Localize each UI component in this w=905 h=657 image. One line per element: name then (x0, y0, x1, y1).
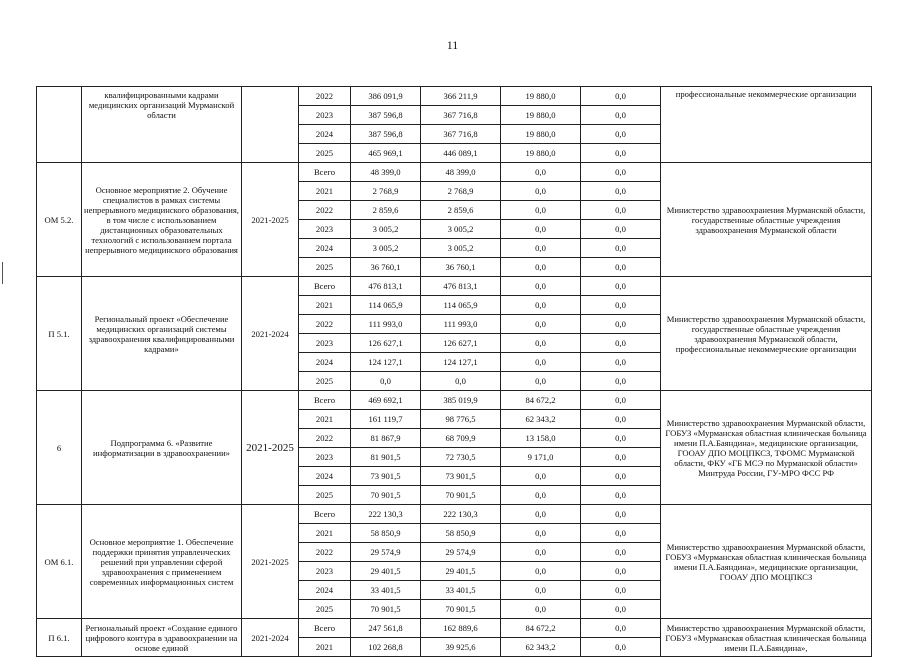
total-cell: 114 065,9 (351, 296, 421, 315)
other-cell: 0,0 (581, 619, 661, 638)
federal-cell: 13 158,0 (501, 429, 581, 448)
table-row (37, 505, 872, 524)
year-cell: 2021 (299, 638, 351, 657)
total-cell: 387 596,8 (351, 125, 421, 144)
item-executor: Министерство здравоохранения Мурманской области, государственные областные учреждения здравоохранения Мурманской области (661, 163, 872, 277)
item-executor: Министерство здравоохранения Мурманской области, ГОБУЗ «Мурманская областная клиническая больница имени П.А.Баяндина», (661, 619, 872, 657)
budget-cell: 385 019,9 (421, 391, 501, 410)
total-cell: 48 399,0 (351, 163, 421, 182)
other-cell: 0,0 (581, 277, 661, 296)
other-cell: 0,0 (581, 562, 661, 581)
budget-cell: 0,0 (421, 372, 501, 391)
total-cell: 247 561,8 (351, 619, 421, 638)
budget-cell: 58 850,9 (421, 524, 501, 543)
other-cell: 0,0 (581, 315, 661, 334)
budget-cell: 367 716,8 (421, 106, 501, 125)
year-cell: 2024 (299, 239, 351, 258)
margin-mark (2, 262, 3, 284)
year-cell: 2022 (299, 315, 351, 334)
federal-cell: 62 343,2 (501, 410, 581, 429)
table-row (37, 87, 872, 106)
total-cell: 102 268,8 (351, 638, 421, 657)
total-cell: 36 760,1 (351, 258, 421, 277)
year-cell: 2024 (299, 353, 351, 372)
item-name: Региональный проект «Обеспечение медицинских организаций системы здравоохранения квалифицированными кадрами» (82, 277, 242, 391)
item-code: ОМ 5.2. (37, 163, 82, 277)
year-cell: 2021 (299, 524, 351, 543)
budget-cell: 48 399,0 (421, 163, 501, 182)
federal-cell: 0,0 (501, 600, 581, 619)
federal-cell: 9 171,0 (501, 448, 581, 467)
federal-cell: 0,0 (501, 258, 581, 277)
federal-cell: 0,0 (501, 220, 581, 239)
year-cell: 2024 (299, 581, 351, 600)
budget-cell: 98 776,5 (421, 410, 501, 429)
federal-cell: 19 880,0 (501, 106, 581, 125)
year-cell: 2024 (299, 467, 351, 486)
year-cell: Всего (299, 391, 351, 410)
year-cell: 2023 (299, 448, 351, 467)
other-cell: 0,0 (581, 505, 661, 524)
year-cell: Всего (299, 277, 351, 296)
federal-cell: 84 672,2 (501, 619, 581, 638)
budget-cell: 70 901,5 (421, 600, 501, 619)
other-cell: 0,0 (581, 429, 661, 448)
page-number: 11 (446, 38, 459, 52)
budget-cell: 33 401,5 (421, 581, 501, 600)
other-cell: 0,0 (581, 581, 661, 600)
budget-cell: 126 627,1 (421, 334, 501, 353)
total-cell: 81 901,5 (351, 448, 421, 467)
budget-cell: 72 730,5 (421, 448, 501, 467)
year-cell: 2023 (299, 334, 351, 353)
total-cell: 3 005,2 (351, 239, 421, 258)
other-cell: 0,0 (581, 353, 661, 372)
budget-cell: 29 401,5 (421, 562, 501, 581)
other-cell: 0,0 (581, 372, 661, 391)
year-cell: 2021 (299, 296, 351, 315)
total-cell: 29 401,5 (351, 562, 421, 581)
federal-cell: 0,0 (501, 486, 581, 505)
other-cell: 0,0 (581, 201, 661, 220)
total-cell: 33 401,5 (351, 581, 421, 600)
budget-cell: 124 127,1 (421, 353, 501, 372)
federal-cell: 0,0 (501, 353, 581, 372)
other-cell: 0,0 (581, 448, 661, 467)
item-code (37, 87, 82, 163)
year-cell: 2025 (299, 372, 351, 391)
budget-cell: 446 089,1 (421, 144, 501, 163)
other-cell: 0,0 (581, 296, 661, 315)
federal-cell: 0,0 (501, 543, 581, 562)
item-executor: Министерство здравоохранения Мурманской области, государственные областные учреждения здравоохранения Мурманской области, профессиональные некоммерческие организации (661, 277, 872, 391)
budget-cell: 39 925,6 (421, 638, 501, 657)
total-cell: 2 768,9 (351, 182, 421, 201)
year-cell: 2022 (299, 201, 351, 220)
other-cell: 0,0 (581, 391, 661, 410)
federal-cell: 0,0 (501, 334, 581, 353)
other-cell: 0,0 (581, 334, 661, 353)
year-cell: 2025 (299, 486, 351, 505)
item-code: П 5.1. (37, 277, 82, 391)
other-cell: 0,0 (581, 87, 661, 106)
item-name: Подпрограмма 6. «Развитие информатизации в здравоохранении» (82, 391, 242, 505)
year-cell: 2023 (299, 106, 351, 125)
total-cell: 124 127,1 (351, 353, 421, 372)
budget-cell: 2 768,9 (421, 182, 501, 201)
federal-cell: 0,0 (501, 315, 581, 334)
year-cell: 2025 (299, 600, 351, 619)
budget-cell: 3 005,2 (421, 239, 501, 258)
federal-cell: 0,0 (501, 239, 581, 258)
item-name: Основное мероприятие 2. Обучение специалистов в рамках системы непрерывного медицинского образования, в том числе с использованием дистанционных образовательных технологий с использованием портала непрерывного медицинского образования (82, 163, 242, 277)
other-cell: 0,0 (581, 410, 661, 429)
federal-cell: 0,0 (501, 562, 581, 581)
federal-cell: 0,0 (501, 524, 581, 543)
year-cell: 2025 (299, 144, 351, 163)
federal-cell: 0,0 (501, 163, 581, 182)
item-period (242, 87, 299, 163)
budget-cell: 29 574,9 (421, 543, 501, 562)
total-cell: 70 901,5 (351, 600, 421, 619)
federal-cell: 0,0 (501, 201, 581, 220)
other-cell: 0,0 (581, 638, 661, 657)
federal-cell: 0,0 (501, 182, 581, 201)
year-cell: 2025 (299, 258, 351, 277)
total-cell: 81 867,9 (351, 429, 421, 448)
federal-cell: 19 880,0 (501, 125, 581, 144)
federal-cell: 19 880,0 (501, 87, 581, 106)
total-cell: 126 627,1 (351, 334, 421, 353)
year-cell: 2023 (299, 562, 351, 581)
year-cell: Всего (299, 505, 351, 524)
year-cell: 2023 (299, 220, 351, 239)
other-cell: 0,0 (581, 220, 661, 239)
year-cell: 2022 (299, 429, 351, 448)
table-row (37, 391, 872, 410)
year-cell: 2022 (299, 87, 351, 106)
budget-cell: 114 065,9 (421, 296, 501, 315)
item-period: 2021-2024 (242, 277, 299, 391)
funding-table-body (37, 87, 872, 657)
item-code: ОМ 6.1. (37, 505, 82, 619)
other-cell: 0,0 (581, 144, 661, 163)
budget-cell: 222 130,3 (421, 505, 501, 524)
other-cell: 0,0 (581, 524, 661, 543)
budget-cell: 36 760,1 (421, 258, 501, 277)
total-cell: 73 901,5 (351, 467, 421, 486)
total-cell: 476 813,1 (351, 277, 421, 296)
item-period: 2021-2025 (242, 391, 299, 505)
federal-cell: 0,0 (501, 467, 581, 486)
budget-cell: 162 889,6 (421, 619, 501, 638)
total-cell: 70 901,5 (351, 486, 421, 505)
total-cell: 58 850,9 (351, 524, 421, 543)
budget-cell: 3 005,2 (421, 220, 501, 239)
other-cell: 0,0 (581, 125, 661, 144)
total-cell: 161 119,7 (351, 410, 421, 429)
item-period: 2021-2025 (242, 505, 299, 619)
federal-cell: 0,0 (501, 277, 581, 296)
budget-cell: 111 993,0 (421, 315, 501, 334)
other-cell: 0,0 (581, 543, 661, 562)
item-executor: Министерство здравоохранения Мурманской области, ГОБУЗ «Мурманская областная клиническая больница имени П.А.Баяндина», медицинские организации, ГООАУ ДПО МОЦПКСЗ, ТФОМС Мурманской области, ФКУ «ГБ МСЭ по Мурманской области» Минтруда России, ГУ-МРО ФСС РФ (661, 391, 872, 505)
federal-cell: 84 672,2 (501, 391, 581, 410)
federal-cell: 19 880,0 (501, 144, 581, 163)
budget-cell: 367 716,8 (421, 125, 501, 144)
year-cell: Всего (299, 619, 351, 638)
item-code: П 6.1. (37, 619, 82, 657)
budget-cell: 366 211,9 (421, 87, 501, 106)
other-cell: 0,0 (581, 467, 661, 486)
other-cell: 0,0 (581, 486, 661, 505)
item-code: 6 (37, 391, 82, 505)
funding-table (36, 86, 872, 657)
total-cell: 222 130,3 (351, 505, 421, 524)
other-cell: 0,0 (581, 182, 661, 201)
table-row (37, 619, 872, 638)
total-cell: 111 993,0 (351, 315, 421, 334)
other-cell: 0,0 (581, 239, 661, 258)
table-row (37, 163, 872, 182)
budget-cell: 73 901,5 (421, 467, 501, 486)
federal-cell: 0,0 (501, 372, 581, 391)
budget-cell: 2 859,6 (421, 201, 501, 220)
year-cell: 2022 (299, 543, 351, 562)
other-cell: 0,0 (581, 106, 661, 125)
item-period: 2021-2025 (242, 163, 299, 277)
federal-cell: 0,0 (501, 505, 581, 524)
total-cell: 29 574,9 (351, 543, 421, 562)
total-cell: 386 091,9 (351, 87, 421, 106)
year-cell: 2021 (299, 410, 351, 429)
federal-cell: 0,0 (501, 581, 581, 600)
total-cell: 0,0 (351, 372, 421, 391)
total-cell: 2 859,6 (351, 201, 421, 220)
other-cell: 0,0 (581, 163, 661, 182)
year-cell: 2024 (299, 125, 351, 144)
total-cell: 465 969,1 (351, 144, 421, 163)
total-cell: 3 005,2 (351, 220, 421, 239)
item-name: квалифицированными кадрами медицинских организаций Мурманской области (82, 87, 242, 163)
budget-cell: 476 813,1 (421, 277, 501, 296)
year-cell: Всего (299, 163, 351, 182)
total-cell: 387 596,8 (351, 106, 421, 125)
table-row (37, 277, 872, 296)
total-cell: 469 692,1 (351, 391, 421, 410)
item-name: Региональный проект «Создание единого цифрового контура в здравоохранении на основе единой (82, 619, 242, 657)
year-cell: 2021 (299, 182, 351, 201)
federal-cell: 0,0 (501, 296, 581, 315)
item-name: Основное мероприятие 1. Обеспечение поддержки принятия управленческих решений при управлении сферой здравоохранения с применением современных информационных систем (82, 505, 242, 619)
other-cell: 0,0 (581, 258, 661, 277)
budget-cell: 68 709,9 (421, 429, 501, 448)
item-executor: Министерство здравоохранения Мурманской области, ГОБУЗ «Мурманская областная клиническая больница имени П.А.Баяндина», медицинские организации, ГООАУ ДПО МОЦПКСЗ (661, 505, 872, 619)
item-executor: профессиональные некоммерческие организации (661, 87, 872, 163)
other-cell: 0,0 (581, 600, 661, 619)
item-period: 2021-2024 (242, 619, 299, 657)
budget-cell: 70 901,5 (421, 486, 501, 505)
federal-cell: 62 343,2 (501, 638, 581, 657)
